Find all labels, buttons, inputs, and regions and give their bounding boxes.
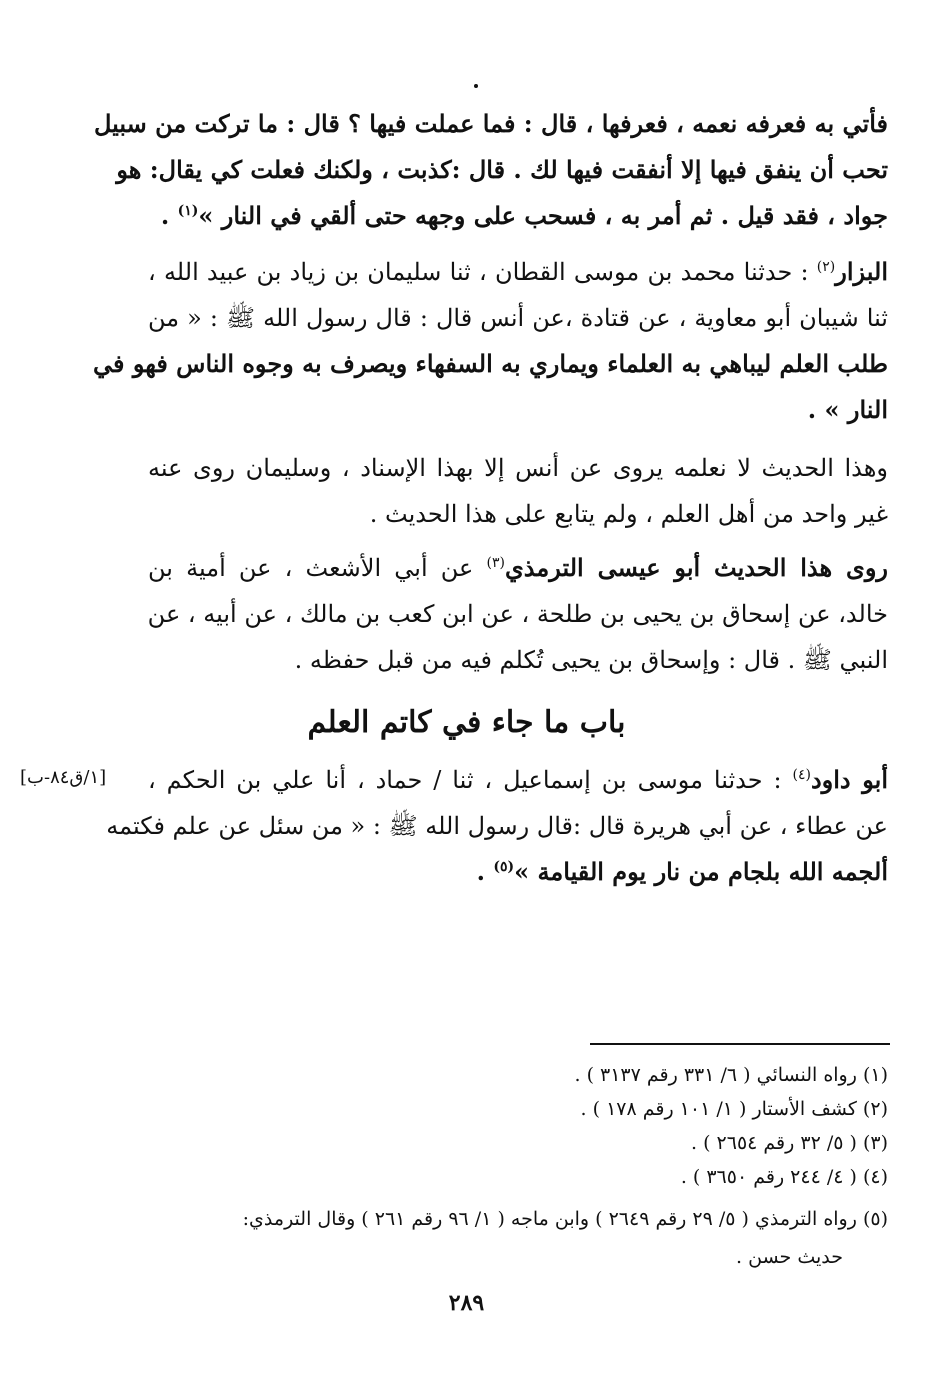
footnote-ref: (١) [177, 203, 199, 219]
text-line: خالد، عن إسحاق بن يحيى بن طلحة ، عن ابن كعب بن مالك ، عن أبيه ، عن [147, 600, 888, 628]
text-span: : حدثنا محمد بن موسى القطان ، ثنا سليمان بن زياد بن عبيد الله ، [148, 258, 817, 286]
text-line: النبي ﷺ . قال : وإسحاق بن يحيى تُكلم فيه من قبل حفظه . [294, 646, 888, 674]
text-line [148, 764, 888, 796]
text-line [148, 552, 888, 584]
footnote-divider [590, 1043, 890, 1045]
page-mark [474, 84, 478, 88]
text-line [148, 256, 888, 288]
footnote-ref: (٣) [486, 555, 505, 571]
text-line: النار » . [807, 395, 888, 424]
text-span: ألجمه الله بلجام من نار يوم القيامة » [514, 857, 888, 886]
text-span: جواد ، فقد قيل . ثم أمر به ، فسحب على وجهه حتى ألقي في النار » [198, 201, 888, 230]
footnote-ref: (٢) [816, 259, 836, 275]
footnote-continuation: حديث حسن . [736, 1246, 843, 1268]
text-line: فأتي به فعرفه نعمه ، فعرفها ، قال : فما عملت فيها ؟ قال : ما تركت من سبيل [93, 109, 888, 138]
text-line: وهذا الحديث لا نعلمه يروى عن أنس إلا بهذا الإسناد ، وسليمان روى عنه [148, 454, 888, 482]
source-name: البزار [835, 257, 888, 286]
text-line: تحب أن ينفق فيها إلا أنفقت فيها لك . قال :كذبت ، ولكنك فعلت كي يقال: هو [116, 155, 888, 184]
text-line [148, 200, 888, 232]
text-line: طلب العلم ليباهي به العلماء ويماري به السفهاء ويصرف به وجوه الناس فهو في [93, 349, 888, 378]
section-heading: باب ما جاء في كاتم العلم [307, 705, 626, 740]
page-number: ٢٨٩ [448, 1290, 485, 1316]
text-span: : حدثنا موسى بن إسماعيل ، ثنا / حماد ، أنا علي بن الحكم ، [148, 766, 793, 794]
text-line: غير واحد من أهل العلم ، ولم يتابع على هذا الحديث . [369, 500, 888, 528]
margin-note: [١/ق٨٤-ب] [20, 767, 107, 788]
text-span: روى هذا الحديث أبو عيسى الترمذي [505, 553, 889, 582]
text-span: عن أبي الأشعث ، عن أمية بن [148, 554, 487, 582]
footnote: (١) رواه النسائي ( ٦/ ٣٣١ رقم ٣١٣٧ ) . [574, 1064, 888, 1086]
text-line [148, 856, 888, 888]
footnote: (٥) رواه الترمذي ( ٥/ ٢٩ رقم ٢٦٤٩ ) وابن ماجه ( ١/ ٩٦ رقم ٢٦١ ) وقال الترمذي: [242, 1208, 888, 1230]
text-span: . [160, 201, 178, 230]
footnote: (٤) ( ٤/ ٢٤٤ رقم ٣٦٥٠ ) . [680, 1166, 888, 1188]
text-line: ثنا شيبان أبو معاوية ، عن قتادة ،عن أنس قال : قال رسول الله ﷺ : « من [148, 304, 888, 332]
source-name: أبو داود [810, 765, 888, 794]
footnote: (٣) ( ٥/ ٣٢ رقم ٢٦٥٤ ) . [691, 1132, 888, 1154]
text-span: . [476, 857, 494, 886]
footnote-ref: (٥) [493, 859, 515, 875]
footnote-ref: (٤) [792, 767, 811, 783]
footnote: (٢) كشف الأستار ( ١/ ١٠١ رقم ١٧٨ ) . [580, 1098, 888, 1120]
text-line: عن عطاء ، عن أبي هريرة قال :قال رسول الله ﷺ : « من سئل عن علم فكتمه [106, 812, 888, 840]
